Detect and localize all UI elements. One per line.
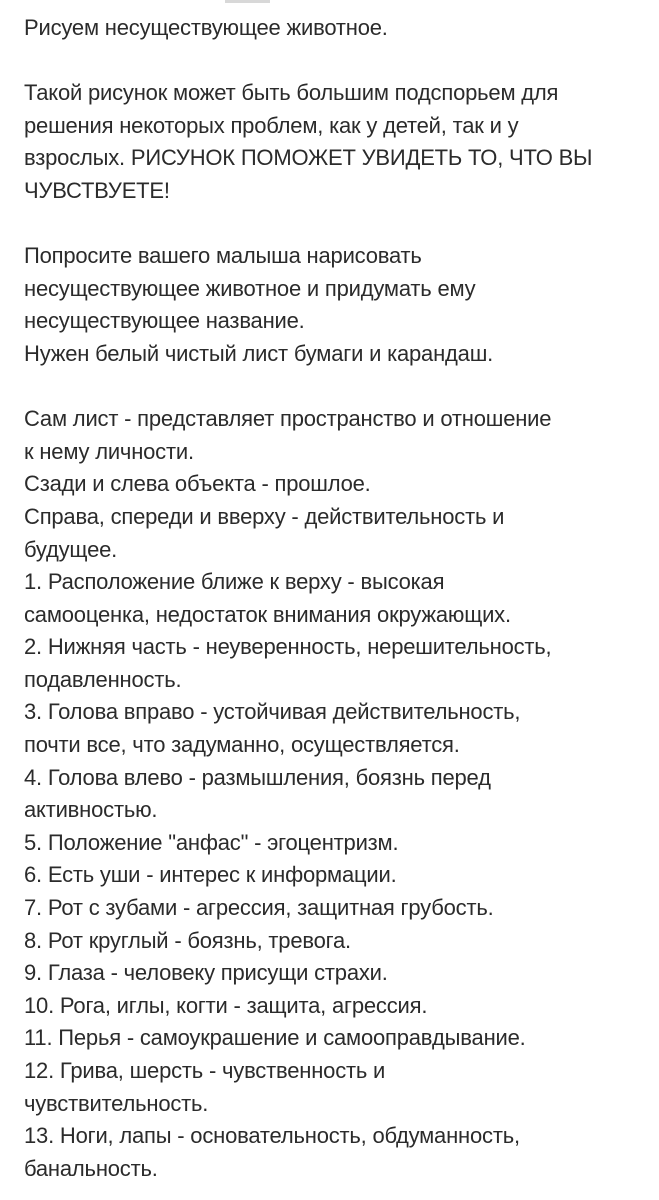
intro-line: ЧУВСТВУЕТЕ! — [24, 177, 170, 203]
interpretation-line: банальность. — [24, 1155, 158, 1181]
blank-line — [24, 371, 639, 404]
interpretation-line: будущее. — [24, 536, 118, 562]
instruction-line: несуществующее название. — [24, 308, 305, 334]
interpretation-line: 9. Глаза - человеку присущи страхи. — [24, 960, 388, 986]
interpretation-line: Сам лист - представляет пространство и отношение — [24, 406, 552, 432]
interpretation-line: Сзади и слева объекта - прошлое. — [24, 471, 371, 497]
blank-line — [24, 208, 639, 241]
interpretation-line: самооценка, недостаток внимания окружающих. — [24, 601, 511, 627]
interpretation-line: 10. Рога, иглы, когти - защита, агрессия. — [24, 992, 428, 1018]
interpretation-line: 7. Рот с зубами - агрессия, защитная грубость. — [24, 895, 494, 921]
instruction-line: несуществующее животное и придумать ему — [24, 275, 476, 301]
top-edge-fragment — [225, 0, 270, 3]
article-text — [24, 12, 639, 1185]
intro-paragraph — [24, 77, 639, 207]
interpretation-line: Справа, спереди и вверху - действительность и — [24, 503, 505, 529]
interpretation-line: 5. Положение "анфас" - эгоцентризм. — [24, 829, 399, 855]
interpretation-line: 3. Голова вправо - устойчивая действительность, — [24, 699, 521, 725]
intro-line: Такой рисунок может быть большим подспорьем для — [24, 80, 559, 106]
interpretation-line: 11. Перья - самоукрашение и самооправдывание. — [24, 1025, 526, 1051]
instructions-paragraph — [24, 240, 639, 370]
interpretation-line: почти все, что задуманно, осуществляется. — [24, 732, 460, 758]
interpretation-line: чувствительность. — [24, 1090, 209, 1116]
interpretation-line: 1. Расположение ближе к верху - высокая — [24, 569, 445, 595]
interpretation-line: 8. Рот круглый - боязнь, тревога. — [24, 927, 351, 953]
intro-line: решения некоторых проблем, как у детей, так и у — [24, 112, 519, 138]
document-title: Рисуем несуществующее животное. — [24, 15, 388, 40]
interpretation-line: 13. Ноги, лапы - основательность, обдуманность, — [24, 1123, 520, 1149]
interpretation-line: активностью. — [24, 797, 158, 823]
instruction-line: Нужен белый чистый лист бумаги и карандаш. — [24, 340, 494, 366]
interpretation-line: подавленность. — [24, 666, 182, 692]
instruction-line: Попросите вашего малыша нарисовать — [24, 243, 422, 269]
interpretation-line: 4. Голова влево - размышления, боязнь перед — [24, 764, 491, 790]
interpretation-line: 2. Нижняя часть - неуверенность, нерешительность, — [24, 634, 552, 660]
interpretation-line: 12. Грива, шерсть - чувственность и — [24, 1058, 386, 1083]
interpretation-line: 6. Есть уши - интерес к информации. — [24, 862, 397, 888]
intro-line: взрослых. РИСУНОК ПОМОЖЕТ УВИДЕТЬ ТО, ЧТО ВЫ — [24, 145, 593, 171]
blank-line — [24, 45, 639, 78]
interpretation-line: к нему личности. — [24, 438, 194, 464]
interpretation-list — [24, 403, 639, 1185]
